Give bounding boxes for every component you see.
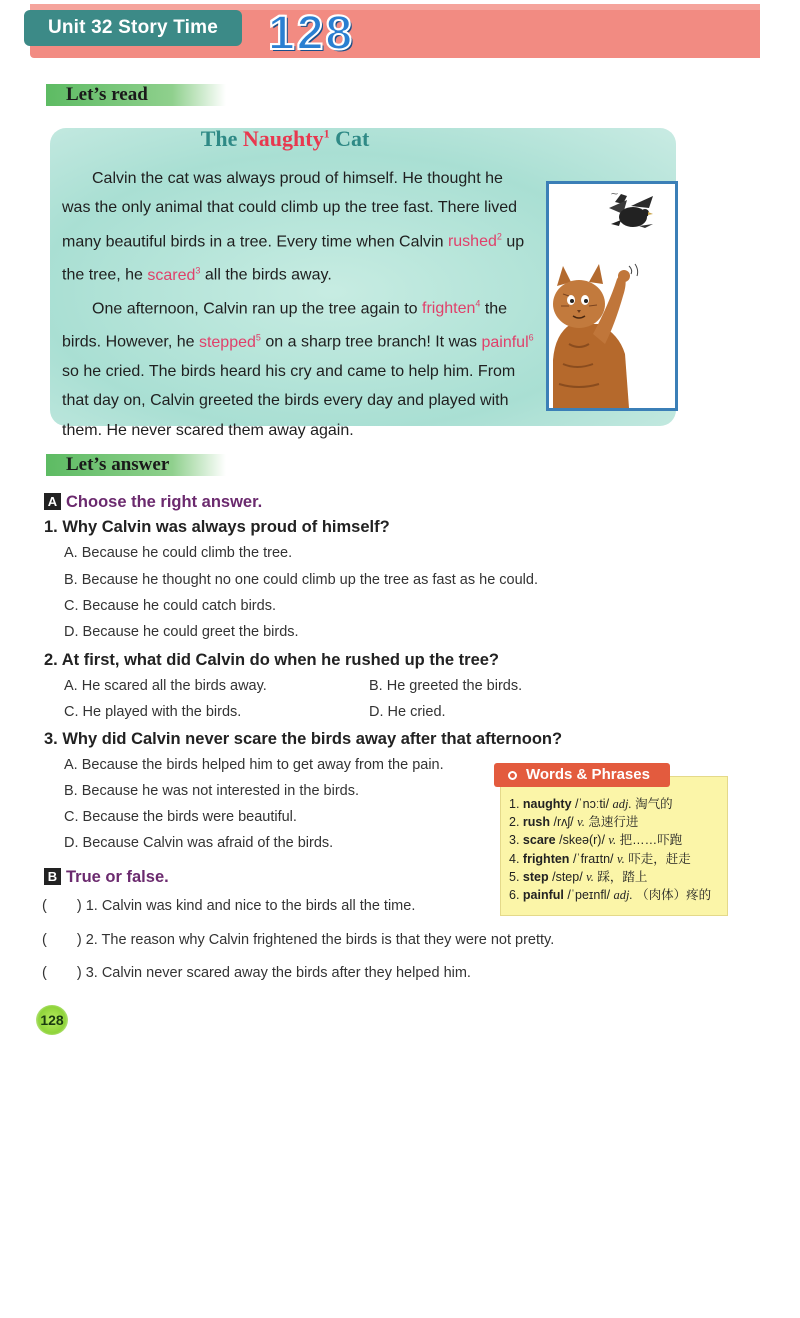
q1-option-d: D. Because he could greet the birds.: [64, 624, 299, 640]
word-item-scare: 3. scare /skeə(r)/ v. 把……吓跑: [509, 833, 683, 848]
words-phrases-tab: Words & Phrases: [494, 763, 670, 787]
word-item-step: 5. step /step/ v. 踩，踏上: [509, 869, 648, 884]
story-paragraph-2: One afternoon, Calvin ran up the tree again to frighten$^4$ the birds. However, he stepped$^5$ on a sharp tree branch! It was painful$^6$ so he cried. The birds heard his cry and came to help him. From that day on, Calvin greeted the birds every day and played with them. He never scared them away again.: [62, 298, 534, 439]
q2-option-b: B. He greeted the birds.: [369, 678, 523, 694]
q1-option-a: A. Because he could climb the tree.: [64, 545, 293, 561]
q2-option-d: D. He cried.: [369, 704, 446, 720]
question-3: 3. Why did Calvin never scare the birds away after that afternoon?: [44, 730, 563, 748]
vocab-stepped: stepped$^5$: [198, 332, 261, 351]
vocab-scared: scared$^3$: [147, 265, 201, 284]
circle-icon: [508, 771, 517, 780]
word-item-rush: 2. rush /rʌʃ/ v. 急速行进: [509, 815, 639, 830]
section-b-letter: B: [44, 868, 61, 885]
tf-blank-3[interactable]: (: [42, 965, 47, 981]
tf-blank-1[interactable]: (: [42, 898, 47, 914]
question-2: 2. At first, what did Calvin do when he rushed up the tree?: [44, 651, 500, 669]
lesson-number: 128: [268, 7, 355, 60]
vocab-painful: painful$^6$: [481, 332, 534, 351]
vocab-rushed: rushed$^2$: [447, 231, 502, 250]
cat-icon: [553, 264, 638, 408]
question-1: 1. Why Calvin was always proud of himself?: [44, 518, 390, 536]
q2-option-a: A. He scared all the birds away.: [64, 678, 267, 694]
tf-item-3: ( ) 3. Calvin never scared away the birds after they helped him.: [42, 965, 471, 981]
story-title: The Naughty$^1$ Cat: [200, 126, 370, 151]
q3-option-d: D. Because Calvin was afraid of the birds.: [64, 835, 334, 851]
lets-read-label: Let’s read: [46, 84, 226, 106]
section-a-heading: A Choose the right answer.: [44, 493, 262, 512]
cat-and-bird-icon: [549, 184, 675, 408]
story-paragraph-1: Calvin the cat was always proud of himself. He thought he was the only animal that could climb up the tree fast. There lived many beautiful birds in a tree. Every time when Calvin rushed$^2$ up the tree, he scared$^3$ all the birds away.: [62, 170, 525, 284]
svg-text:⁓: ⁓: [611, 191, 618, 198]
tf-item-1: ( ) 1. Calvin was kind and nice to the birds all the time.: [42, 898, 416, 914]
bird-icon: [609, 191, 653, 228]
words-list: [509, 795, 711, 904]
section-b-heading: B True or false.: [44, 868, 169, 887]
q3-option-b: B. Because he was not interested in the birds.: [64, 783, 360, 799]
q1-option-c: C. Because he could catch birds.: [64, 598, 276, 614]
q2-option-c: C. He played with the birds.: [64, 704, 242, 720]
page-number-badge: 128: [36, 1005, 68, 1035]
vocab-frighten: frighten$^4$: [422, 298, 481, 318]
lets-answer-label: Let’s answer: [46, 454, 226, 476]
word-item-naughty: 1. naughty /ˈnɔːti/ adj. 淘气的: [509, 797, 673, 811]
section-a-letter: A: [44, 493, 61, 510]
q3-option-a: A. Because the birds helped him to get away from the pain.: [64, 757, 444, 773]
word-item-painful: 6. painful /ˈpeɪnfl/ adj. （肉体）疼的: [509, 888, 712, 903]
word-item-frighten: 4. frighten /ˈfraɪtn/ v. 吓走，赶走: [509, 851, 691, 866]
tf-blank-2[interactable]: (: [42, 932, 47, 948]
q3-option-c: C. Because the birds were beautiful.: [64, 809, 297, 825]
q1-option-b: B. Because he thought no one could climb up the tree as fast as he could.: [64, 572, 538, 588]
tf-item-2: ( ) 2. The reason why Calvin frightened the birds is that they were not pretty.: [42, 932, 555, 948]
unit-title-tab: Unit 32 Story Time: [24, 10, 242, 46]
story-illustration: [546, 181, 678, 411]
story-text: [62, 164, 534, 445]
